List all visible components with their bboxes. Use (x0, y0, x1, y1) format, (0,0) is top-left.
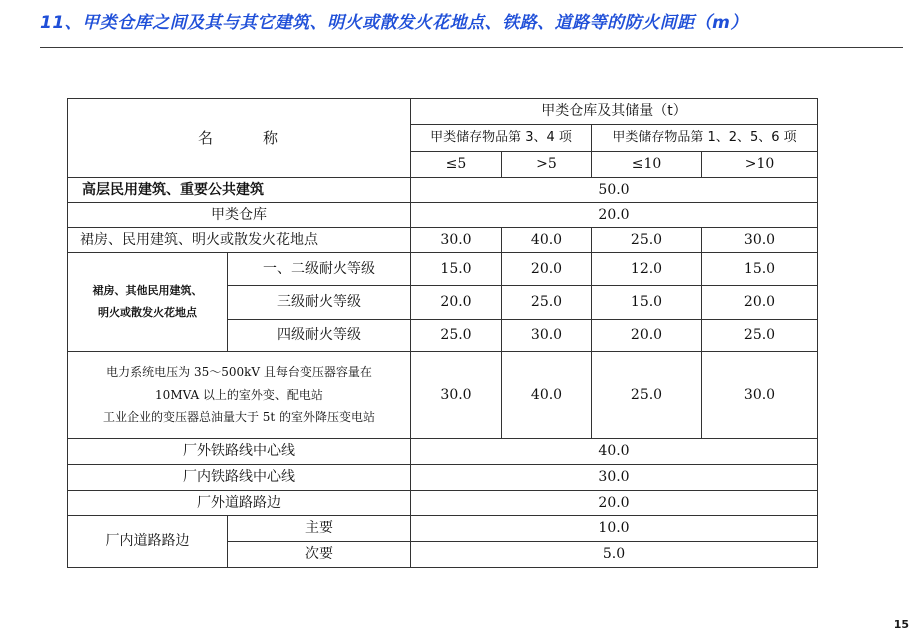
col-header-le5: ≤5 (411, 152, 502, 178)
table-row (68, 516, 818, 542)
cell-value: 25.0 (411, 320, 502, 352)
cell-value: 20.0 (702, 286, 818, 320)
cell-value: 40.0 (502, 352, 592, 439)
row-label-outside-road: 厂外道路路边 (68, 491, 411, 516)
cell-value: 30.0 (502, 320, 592, 352)
row-label-outside-railway: 厂外铁路线中心线 (68, 439, 411, 465)
name-label-1: 名 (197, 129, 215, 147)
cell-value: 25.0 (592, 228, 702, 253)
cell-value: 25.0 (702, 320, 818, 352)
cell-value: 15.0 (592, 286, 702, 320)
cell-value: 20.0 (592, 320, 702, 352)
table-row (68, 439, 818, 465)
cell-value: 20.0 (502, 253, 592, 286)
cell-value: 30.0 (702, 352, 818, 439)
col-header-gt10: >10 (702, 152, 818, 178)
row-sublabel-grade-1-2: 一、二级耐火等级 (228, 253, 411, 286)
name-label-2: 称 (263, 129, 281, 147)
row-label-inside-road: 厂内道路路边 (68, 516, 228, 568)
row-label-high-rise: 高层民用建筑、重要公共建筑 (68, 178, 411, 203)
row-value-outside-road: 20.0 (411, 491, 818, 516)
power-line2: 10MVA 以上的室外变、配电站 (155, 387, 323, 402)
other-group-line1: 裙房、其他民用建筑、 (92, 284, 203, 297)
cell-value: 25.0 (502, 286, 592, 320)
title-divider (40, 47, 903, 48)
page-number: 15 (893, 618, 909, 631)
row-label-class-a-warehouse: 甲类仓库 (68, 203, 411, 228)
page-title: 11、甲类仓库之间及其与其它建筑、明火或散发火花地点、铁路、道路等的防火间距（m） (40, 13, 748, 33)
table-row (68, 203, 818, 228)
row-value-inside-railway: 30.0 (411, 465, 818, 491)
table-row (68, 352, 818, 439)
name-column-header (68, 99, 411, 178)
subgroup-header-34: 甲类储存物品第 3、4 项 (411, 125, 592, 152)
cell-value: 30.0 (411, 352, 502, 439)
other-group-line2: 明火或散发火花地点 (98, 306, 197, 319)
row-label-inside-railway: 厂内铁路线中心线 (68, 465, 411, 491)
row-sublabel-secondary-road: 次要 (228, 542, 411, 568)
power-line1: 电力系统电压为 35～500kV 且每台变压器容量在 (106, 364, 372, 379)
power-line3: 工业企业的变压器总油量大于 5t 的室外降压变电站 (102, 410, 376, 425)
row-sublabel-grade-4: 四级耐火等级 (228, 320, 411, 352)
cell-value: 12.0 (592, 253, 702, 286)
cell-value: 15.0 (411, 253, 502, 286)
row-label-power-station (68, 352, 411, 439)
cell-value: 40.0 (502, 228, 592, 253)
table-row (68, 178, 818, 203)
col-header-gt5: >5 (502, 152, 592, 178)
cell-value: 30.0 (702, 228, 818, 253)
table-row (68, 253, 818, 286)
table-row (68, 465, 818, 491)
fire-distance-table (67, 98, 818, 568)
row-sublabel-main-road: 主要 (228, 516, 411, 542)
group-header: 甲类仓库及其储量（t） (411, 99, 818, 125)
row-value-main-road: 10.0 (411, 516, 818, 542)
row-label-other-group (68, 253, 228, 352)
cell-value: 30.0 (411, 228, 502, 253)
col-header-le10: ≤10 (592, 152, 702, 178)
table-row (68, 491, 818, 516)
subgroup-header-1256: 甲类储存物品第 1、2、5、6 项 (592, 125, 818, 152)
row-value-outside-railway: 40.0 (411, 439, 818, 465)
cell-value: 15.0 (702, 253, 818, 286)
cell-value: 20.0 (411, 286, 502, 320)
row-sublabel-grade-3: 三级耐火等级 (228, 286, 411, 320)
row-label-podium: 裙房、民用建筑、明火或散发火花地点 (68, 228, 411, 253)
cell-value: 25.0 (592, 352, 702, 439)
row-value-high-rise: 50.0 (411, 178, 818, 203)
table-row (68, 228, 818, 253)
row-value-secondary-road: 5.0 (411, 542, 818, 568)
row-value-class-a-warehouse: 20.0 (411, 203, 818, 228)
